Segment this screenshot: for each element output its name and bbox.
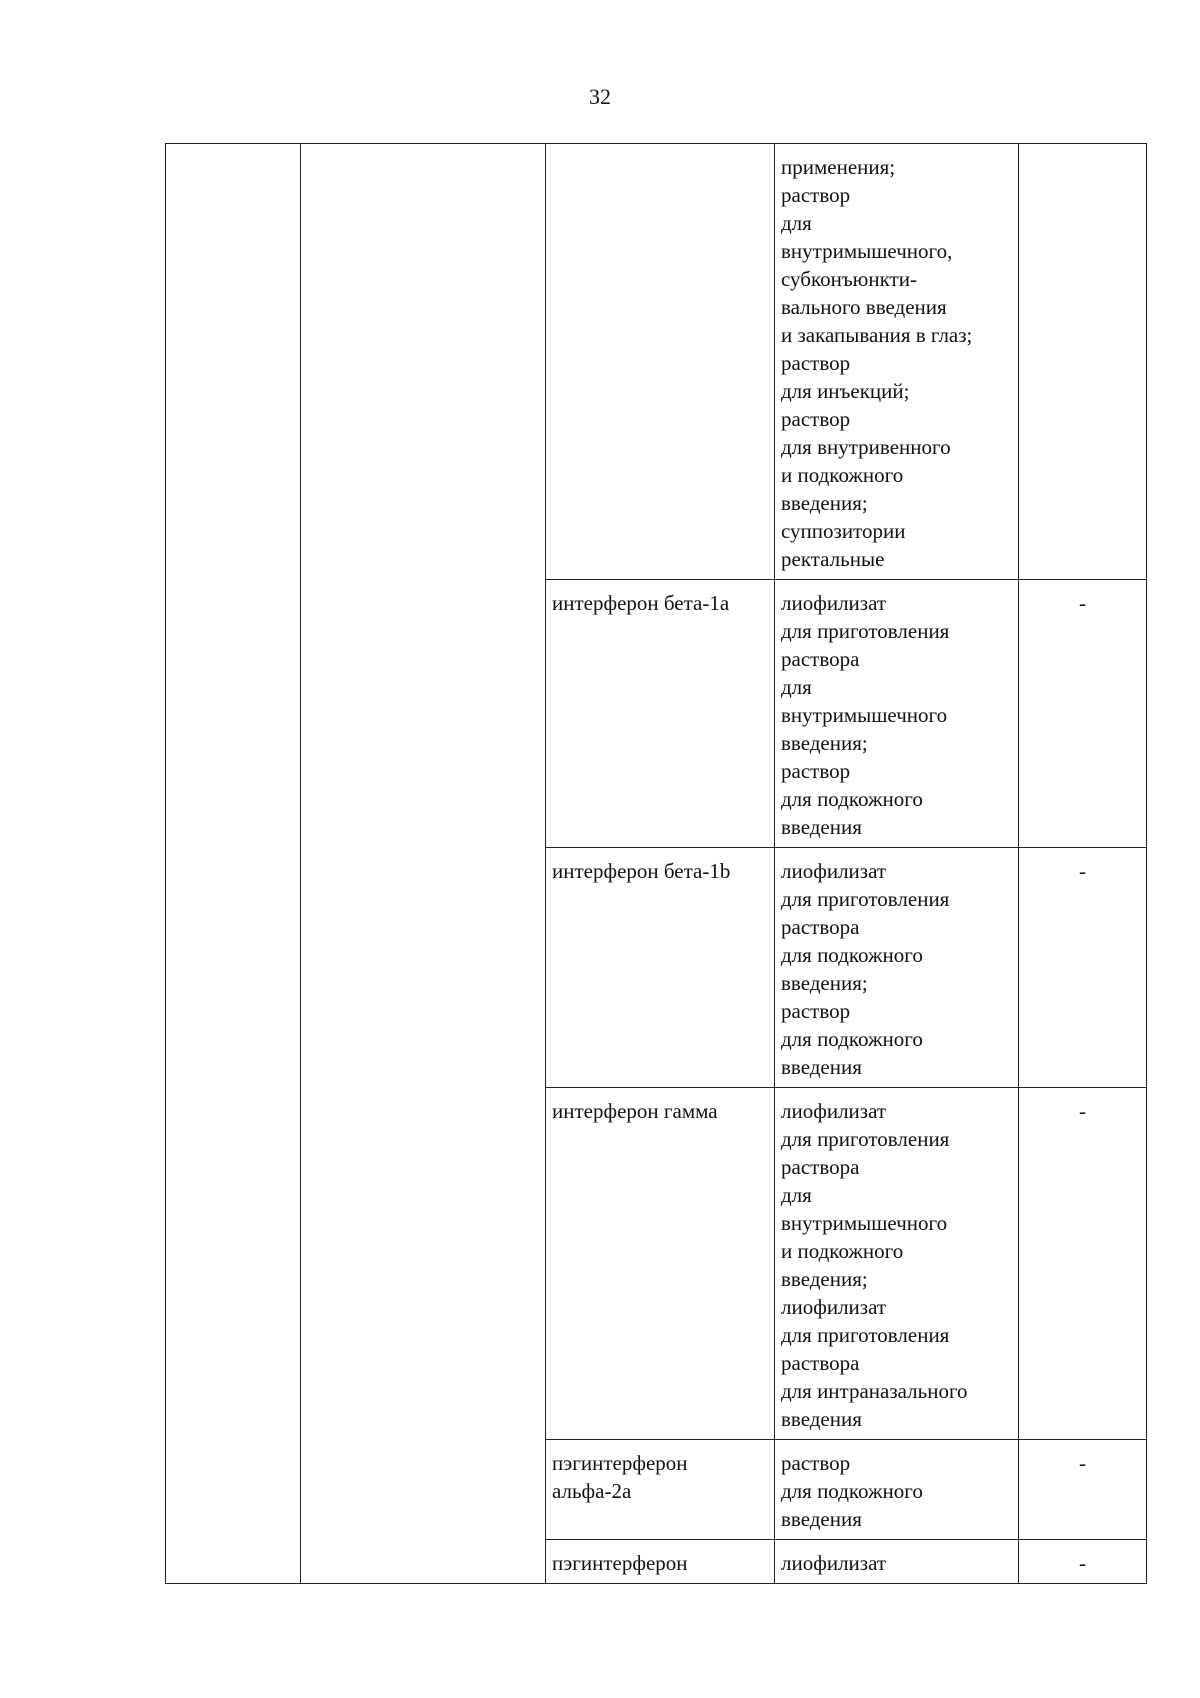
dosage-form-line: и подкожного	[781, 1239, 904, 1263]
drug-name-cell	[546, 1540, 775, 1584]
dosage-form-line: применения;	[781, 155, 896, 179]
drug-name-cell	[546, 1088, 775, 1440]
dosage-form-line: для внутривенного	[781, 435, 951, 459]
dosage-form-cell	[775, 1440, 1019, 1540]
dosage-form-line: для приготовления	[781, 619, 950, 643]
dosage-form-line: лиофилизат	[781, 591, 887, 615]
dosage-form-line: раствора	[781, 647, 860, 671]
dosage-form-line: для подкожного	[781, 943, 923, 967]
dosage-form-line: для инъекций;	[781, 379, 910, 403]
dosage-form-line: внутримышечного	[781, 1211, 948, 1235]
drug-table	[165, 143, 1147, 1584]
drug-name: пэгинтерферон	[552, 1451, 688, 1475]
dosage-form-line: для приготовления	[781, 1323, 950, 1347]
dosage-form-line: внутримышечного,	[781, 239, 953, 263]
dosage-form-line: введения;	[781, 731, 868, 755]
drug-name: интерферон бета-1b	[552, 859, 731, 883]
dosage-form-cell	[775, 848, 1019, 1088]
dosage-form-line: субконъюнкти-	[781, 267, 917, 291]
drug-name: альфа-2a	[552, 1479, 632, 1503]
dosage-form-line: для	[781, 675, 812, 699]
dosage-form-line: введения;	[781, 491, 868, 515]
dosage-form-line: введения;	[781, 971, 868, 995]
dosage-form-line: для подкожного	[781, 1479, 923, 1503]
note-cell: -	[1019, 1540, 1147, 1584]
dosage-form-line: ректальные	[781, 547, 885, 571]
dosage-form-cell	[775, 1540, 1019, 1584]
drug-name-cell	[546, 1440, 775, 1540]
dosage-form-line: введения	[781, 1407, 862, 1431]
dosage-form-line: для	[781, 211, 812, 235]
dosage-form-line: раствор	[781, 759, 851, 783]
dosage-form-line: для подкожного	[781, 1027, 923, 1051]
dosage-form-line: лиофилизат	[781, 1295, 887, 1319]
drug-name: пэгинтерферон	[552, 1551, 688, 1575]
dosage-form-line: раствор	[781, 351, 851, 375]
dosage-form-line: лиофилизат	[781, 1099, 887, 1123]
dosage-form-line: введения	[781, 1507, 862, 1531]
dosage-form-line: введения	[781, 815, 862, 839]
drug-name: интерферон бета-1a	[552, 591, 730, 615]
table-row	[166, 144, 1147, 580]
dosage-form-line: внутримышечного	[781, 703, 948, 727]
dosage-form-line: для	[781, 1183, 812, 1207]
dosage-form-line: для приготовления	[781, 1127, 950, 1151]
dosage-form-line: для подкожного	[781, 787, 923, 811]
dosage-form-line: раствор	[781, 999, 851, 1023]
drug-name-cell	[546, 144, 775, 580]
dosage-form-line: и подкожного	[781, 463, 904, 487]
dosage-form-cell	[775, 1088, 1019, 1440]
dosage-form-line: раствор	[781, 1451, 851, 1475]
dosage-form-line: введения;	[781, 1267, 868, 1291]
dosage-form-line: раствора	[781, 915, 860, 939]
note-cell: -	[1019, 1440, 1147, 1540]
dosage-form-line: для приготовления	[781, 887, 950, 911]
dosage-form-line: суппозитории	[781, 519, 906, 543]
dosage-form-cell	[775, 580, 1019, 848]
note-cell: -	[1019, 580, 1147, 848]
page-number: 32	[589, 84, 611, 109]
note-cell	[1019, 144, 1147, 580]
note-cell: -	[1019, 1088, 1147, 1440]
dosage-form-cell	[775, 144, 1019, 580]
atc-code-cell	[166, 144, 301, 1584]
dosage-form-line: раствор	[781, 407, 851, 431]
dosage-form-line: раствор	[781, 183, 851, 207]
dosage-form-line: введения	[781, 1055, 862, 1079]
dosage-form-line: вального введения	[781, 295, 947, 319]
dosage-form-line: для интраназального	[781, 1379, 968, 1403]
group-name-cell	[301, 144, 546, 1584]
note-cell: -	[1019, 848, 1147, 1088]
drug-name-cell	[546, 580, 775, 848]
dosage-form-line: и закапывания в глаз;	[781, 323, 973, 347]
drug-name-cell	[546, 848, 775, 1088]
drug-name: интерферон гамма	[552, 1099, 718, 1123]
dosage-form-line: лиофилизат	[781, 1551, 887, 1575]
dosage-form-line: лиофилизат	[781, 859, 887, 883]
dosage-form-line: раствора	[781, 1351, 860, 1375]
dosage-form-line: раствора	[781, 1155, 860, 1179]
